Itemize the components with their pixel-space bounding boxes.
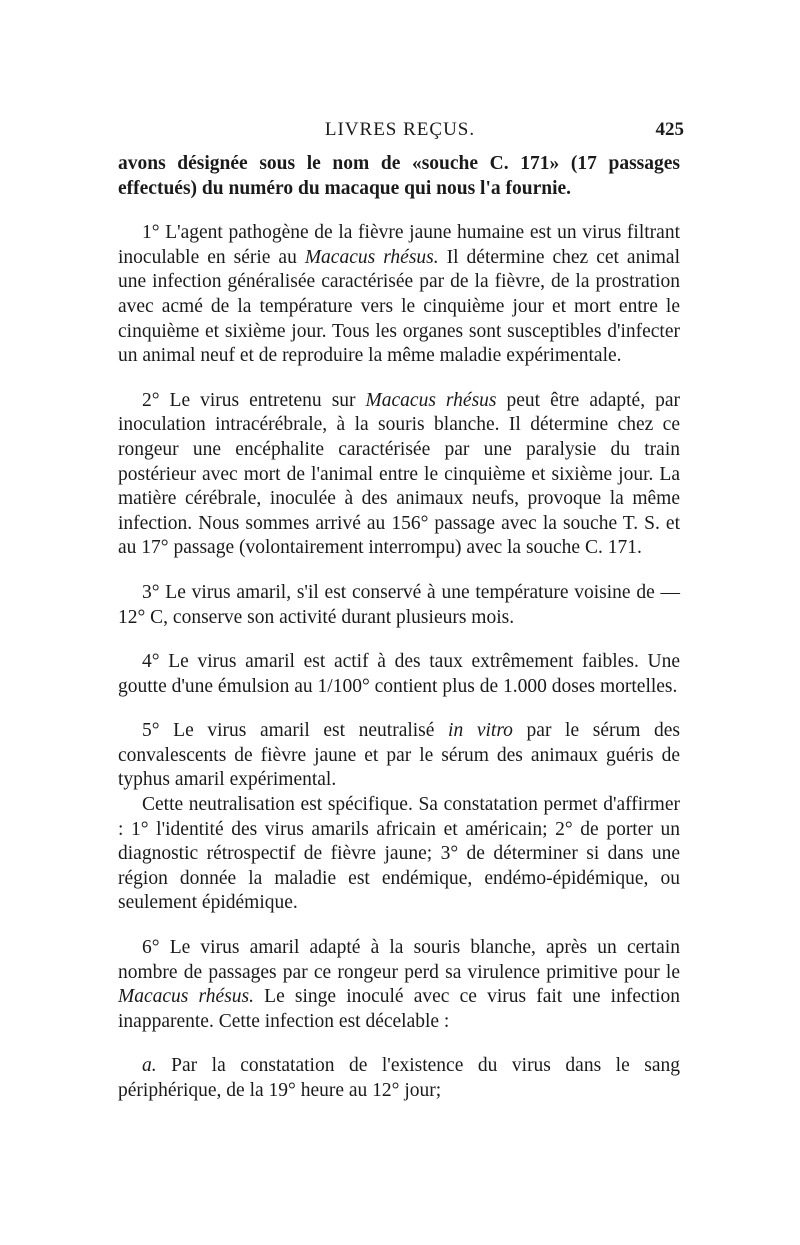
running-head <box>120 115 684 145</box>
paragraph-5-continuation: Cette neutralisation est spécifique. Sa constatation permet d'affirmer : 1° l'identité des virus amarils africain et américain; 2° de porter un diagnostic rétrospectif de fièvre jaune; 3° de déterminer si dans une région donnée la maladie est endémique, endémo-épidémique, ou seulement épidémique. <box>118 794 680 914</box>
paragraph-2-text-a: 2° Le virus entretenu sur <box>142 389 366 411</box>
body-text <box>118 152 680 1104</box>
paragraph-2-text-b: peut être adapté, par inoculation intracérébrale, à la souris blanche. Il détermine chez ce rongeur une encéphalite caractérisée par une paralysie du train postérieur avec mort de l'animal entre le cinquième et sixième jour. La matière cérébrale, inoculée à des animaux neufs, provoque la même infection. Nous sommes arrivé au 156° passage avec la souche T. S. et au 17° passage (volontairement interrompu) avec la souche C. 171. <box>118 389 680 559</box>
paragraph-7-text: Par la constatation de l'existence du virus dans le sang périphérique, de la 19° heure au 12° jour; <box>118 1055 680 1101</box>
paragraph-6-italic: Macacus rhésus. <box>118 986 254 1008</box>
paragraph-7-marker: a. <box>142 1055 157 1077</box>
paragraph-1-text-b: Il détermine chez cet animal une infection généralisée caractérisée par de la fièvre, de la prostration avec acmé de la température vers le cinquième jour et mort entre le cinquième et sixième jour. Tous les organes sont susceptibles d'infecter un animal neuf et de reproduire la même maladie expérimentale. <box>118 246 680 367</box>
paragraph-5 <box>118 719 680 793</box>
paragraph-1-italic: Macacus rhésus. <box>304 246 439 268</box>
paragraph-continuation: avons désignée sous le nom de «souche C. 171» (17 passages effectués) du numéro du macaque qui nous l'a fournie. <box>118 153 680 199</box>
running-title: LIVRES REÇUS. <box>324 119 476 140</box>
paragraph-6 <box>118 936 680 1034</box>
paragraph-1-text-a: 1° L'agent pathogène de la fièvre jaune humaine est un virus filtrant inoculable en série au <box>118 222 680 268</box>
paragraph-3: 3° Le virus amaril, s'il est conservé à une température voisine de — 12° C, conserve son activité durant plusieurs mois. <box>118 581 680 628</box>
paragraph-2-italic: Macacus rhésus <box>365 389 497 411</box>
paragraph-6-text-a: 6° Le virus amaril adapté à la souris blanche, après un certain nombre de passages par ce rongeur perd sa virulence primitive pour le <box>118 937 680 983</box>
page-number: 425 <box>655 119 684 140</box>
paragraph-5-italic: in vitro <box>448 720 513 742</box>
paragraph-2 <box>118 389 680 561</box>
paragraph-1 <box>118 221 680 369</box>
paragraph-5-text-b: par le sérum des convalescents de fièvre jaune et par le sérum des animaux guéris de typhus amaril expérimental. <box>118 720 680 791</box>
paragraph-6-text-b: Le singe inoculé avec ce virus fait une infection inapparente. Cette infection est décelable : <box>118 986 680 1032</box>
paragraph-7 <box>118 1054 680 1103</box>
paragraph-5-text-a: 5° Le virus amaril est neutralisé <box>142 720 449 742</box>
paragraph-4: 4° Le virus amaril est actif à des taux extrêmement faibles. Une goutte d'une émulsion au 1/100° contient plus de 1.000 doses mortelles. <box>118 651 680 697</box>
